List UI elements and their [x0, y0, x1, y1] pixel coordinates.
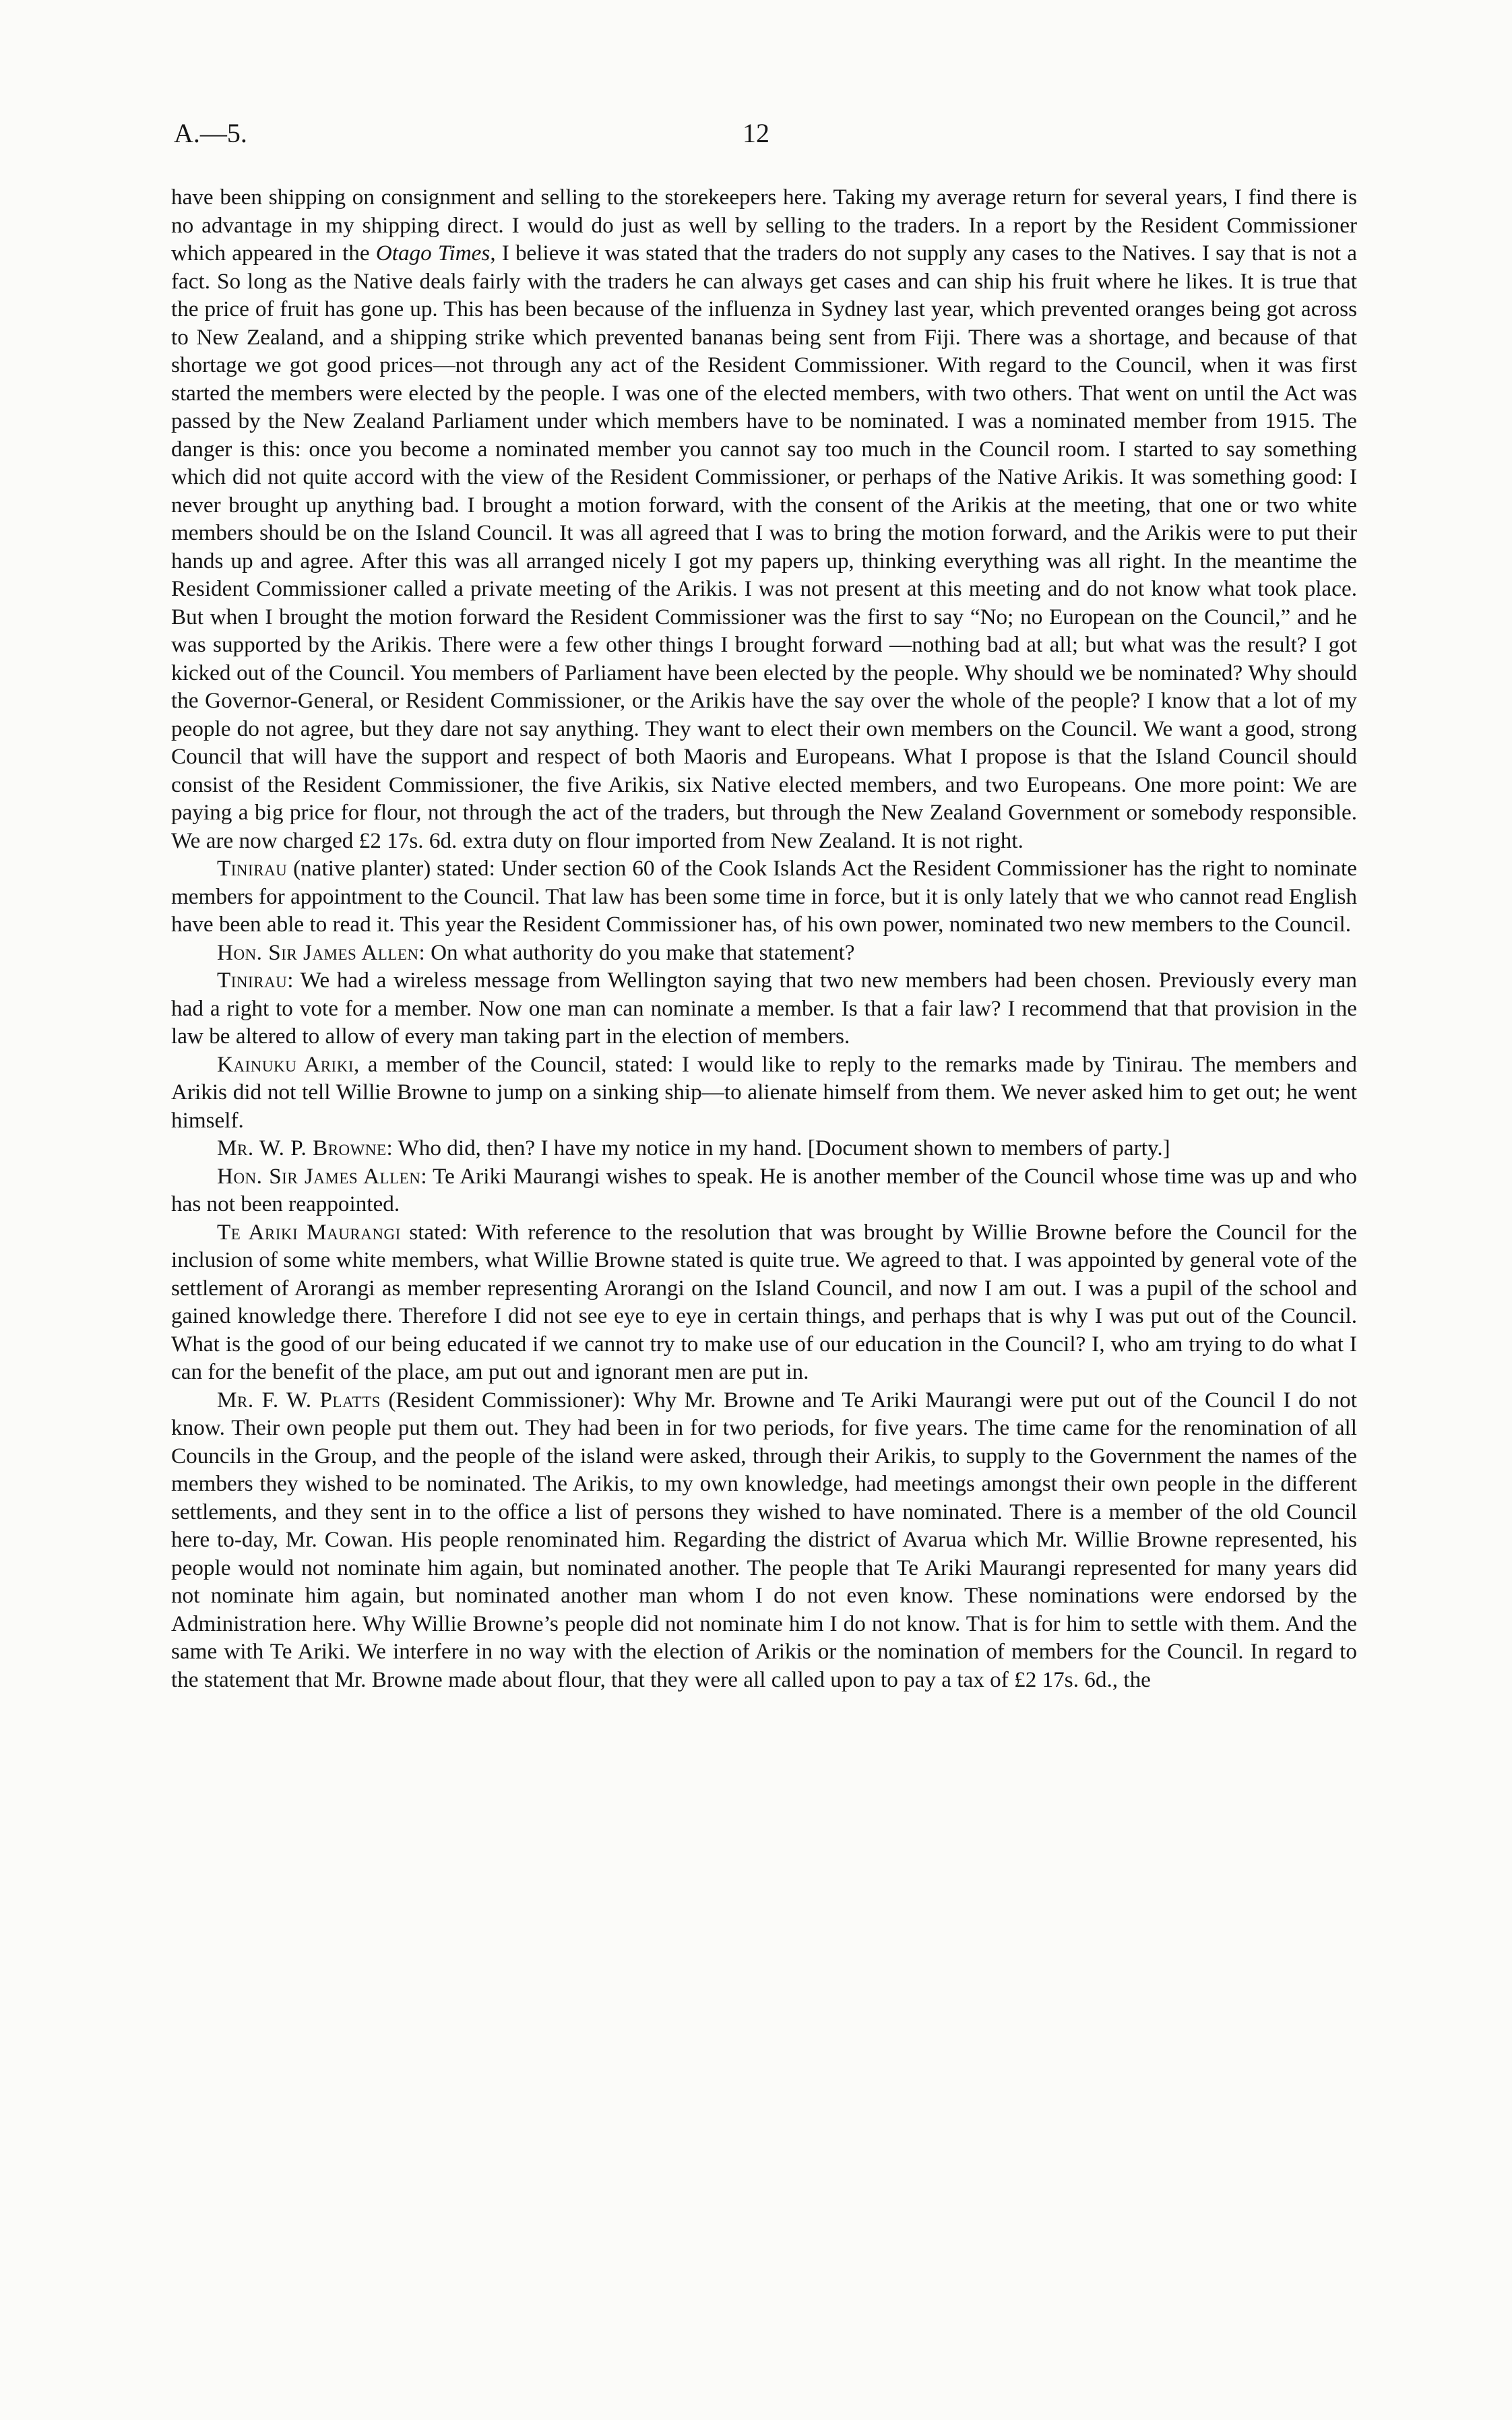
paragraph [171, 1162, 1357, 1218]
page-header [174, 113, 1338, 154]
speaker-name: Mr. F. W. Platts [217, 1387, 381, 1413]
paragraph-text: (Resident Commissioner): Why Mr. Browne and Te Ariki Maurangi were put out of the Council I do not know. Their own people put them out. They had been in for two periods, for five years. The time came for the renomination of all Councils in the Group, and the people of the island were asked, through their Arikis, to supply to the Government the names of the members they wished to be nominated. The Arikis, to my own knowledge, had meetings amongst their own people in the different settlements, and they sent in to the office a list of persons they wished to have nominated. There is a member of the old Council here to-day, Mr. Cowan. His people renominated him. Regarding the district of Avarua which Mr. Willie Browne represented, his people would not nominate him again, but nominated another. The people that Te Ariki Maurangi represented for many years did not nominate him again, but nominated another man whom I do not even know. These nominations were endorsed by the Administration here. Why Willie Browne’s people did not nominate him I do not know. That is for him to settle with them. And the same with Te Ariki. We interfere in no way with the election of Arikis or the nomination of members for the Council. In regard to the statement that Mr. Browne made about flour, that they were all called upon to pay a tax of £2 17s. 6d., the [171, 1387, 1357, 1692]
speaker-name: Kainuku Ariki [217, 1051, 354, 1077]
paragraph [171, 966, 1357, 1051]
paragraph [171, 939, 1357, 967]
paragraph-text: stated: With reference to the resolution that was brought by Willie Browne before the Council for the inclusion of some white members, what Willie Browne stated is quite true. We agreed to that. I was appointed by general vote of the settlement of Arorangi as member representing Arorangi on the Island Council, and now I am out. I was a pupil of the school and gained knowledge there. Therefore I did not see eye to eye in certain things, and perhaps that is why I was put out of the Council. What is the good of our being educated if we cannot try to make use of our education in the Council? I, who am trying to do what I can for the benefit of the place, am put out and ignorant men are put in. [171, 1219, 1357, 1384]
speaker-name: Te Ariki Maurangi [217, 1219, 401, 1245]
paragraph-continued [171, 183, 1357, 855]
paragraph-text: : Who did, then? I have my notice in my hand. [Document shown to members of party.] [386, 1136, 1170, 1160]
speaker-name: Mr. W. P. Browne [217, 1136, 387, 1160]
paragraph-text: (native planter) stated: Under section 60 of the Cook Islands Act the Resident Commissioner has the right to nominate members for appointment to the Council. That law has been some time in force, but it is only lately that we who cannot read English have been able to read it. This year the Resident Commissioner has, of his own power, nominated two new members to the Council. [171, 856, 1357, 937]
paragraph [171, 1134, 1357, 1162]
paragraph [171, 855, 1357, 939]
page-number: 12 [743, 118, 769, 148]
document-reference: A.—5. [174, 118, 247, 148]
speaker-name: Hon. Sir James Allen [217, 939, 419, 965]
newspaper-title: Otago Times [375, 241, 491, 266]
speaker-name: Tinirau [217, 968, 288, 993]
paragraph [171, 1051, 1357, 1135]
paragraph-text: , a member of the Council, stated: I would like to reply to the remarks made by Tinirau. The members and Arikis did not tell Willie Browne to jump on a sinking ship—to alienate himself from them. We never asked him to get out; he went himself. [171, 1051, 1357, 1133]
paragraph-text: , I believe it was stated that the traders do not supply any cases to the Natives. I say that is not a fact. So long as the Native deals fairly with the traders he can always get cases and can ship his fruit where he likes. It is true that the price of fruit has gone up. This has been because of the influenza in Sydney last year, which prevented oranges being got across to New Zealand, and a shipping strike which prevented bananas being sent from Fiji. There was a shortage, and because of that shortage we got good prices—not through any act of the Resident Commissioner. With regard to the Council, when it was first started the members were elected by the people. I was one of the elected members, with two others. That went on until the Act was passed by the New Zealand Parliament under which members have to be nominated. I was a nominated member from 1915. The danger is this: once you become a nominated member you cannot say too much in the Council room. I started to say something which did not quite accord with the view of the Resident Commissioner, or perhaps of the Native Arikis. It was something good: I never brought up anything bad. I brought a motion forward, with the consent of the Arikis at the meeting, that one or two white members should be on the Island Council. It was all agreed that I was to bring the motion forward, and the Arikis were to put their hands up and agree. After this was all arranged nicely I got my papers up, thinking everything was all right. In the meantime the Resident Commissioner called a private meeting of the Arikis. I was not present at this meeting and do not know what took place. But when I brought the motion forward the Resident Commissioner was the first to say “No; no European on the Council,” and he was supported by the Arikis. There were a few other things I brought forward —nothing bad at all; but what was the result? I got kicked out of the Council. You members of Parliament have been elected by the people. Why should we be nominated? Why should the Governor-General, or Resident Commissioner, or the Arikis have the say over the whole of the people? I know that a lot of my people do not agree, but they dare not say anything. They want to elect their own members on the Council. We want a good, strong Council that will have the support and respect of both Maoris and Europeans. What I propose is that the Island Council should consist of the Resident Commissioner, the five Arikis, six Native elected members, and two Europeans. One more point: We are paying a big price for flour, not through the act of the traders, but through the New Zealand Government or somebody responsible. We are now charged £2 17s. 6d. extra duty on flour imported from New Zealand. It is not right. [171, 241, 1357, 853]
speaker-name: Hon. Sir James Allen [217, 1163, 421, 1189]
speaker-name: Tinirau [217, 856, 288, 881]
paragraph-text: : Te Ariki Maurangi wishes to speak. He is another member of the Council whose time was up and who has not been reappointed. [171, 1163, 1357, 1216]
paragraph [171, 1386, 1357, 1694]
paragraph-text: : We had a wireless message from Wellington saying that two new members had been chosen. Previously every man had a right to vote for a member. Now one man can nominate a member. Is that a fair law? I recommend that that provision in the law be altered to allow of every man taking part in the election of members. [171, 968, 1357, 1049]
paragraph-text: have been shipping on consignment and selling to the storekeepers here. Taking my average return for several years, I find there is no advantage in my shipping direct. I would do just as well by selling to the traders. In a report by the Resident Commissioner which appeared in the [171, 185, 1357, 266]
body-text [171, 183, 1357, 1694]
paragraph-text: : On what authority do you make that statement? [418, 939, 855, 965]
paragraph [171, 1218, 1357, 1386]
